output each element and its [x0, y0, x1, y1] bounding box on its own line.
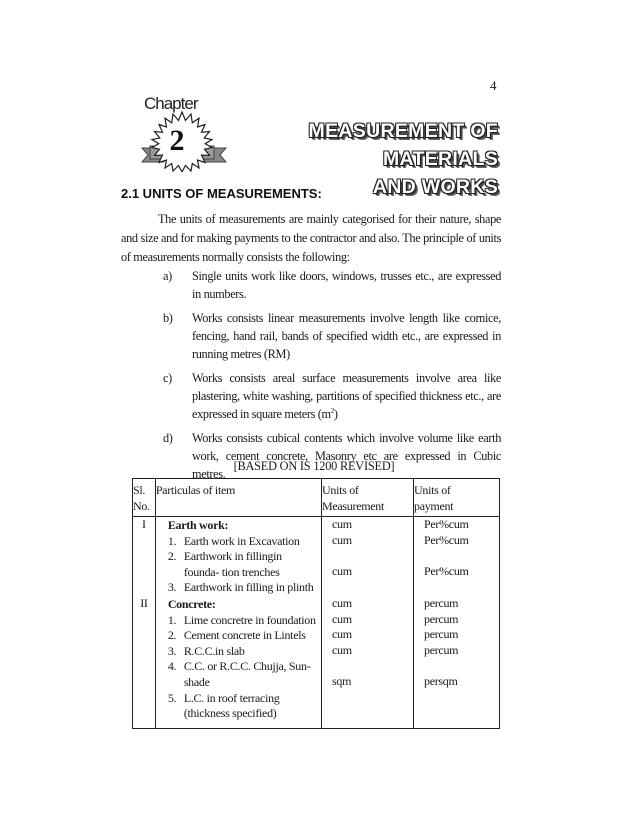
sl-number: II — [140, 595, 148, 610]
table-row — [133, 596, 500, 728]
table-item: 3. R.C.C.in slab — [167, 643, 245, 658]
table-item: 4. C.C. or R.C.C. Chujja, Sun- shade — [167, 659, 311, 689]
chapter-number: 2 — [169, 124, 185, 157]
header-units-measurement: Units of Measurement — [322, 479, 414, 517]
table-header-row — [133, 479, 500, 517]
header-sl-no: Sl. No. — [133, 479, 156, 517]
intro-paragraph: The units of measurements are mainly categorised for their nature, shape and size and for making payments to the contractor and also. The principle of units of measurements normally consists the following: — [121, 212, 501, 264]
list-item-text: Works consists linear measurements involve length like cornice, fencing, hand rail, bands of specified width etc., are expressed in running metres (RM) — [192, 311, 501, 361]
payment-value: percum — [424, 642, 459, 657]
list-marker: a) — [163, 269, 172, 283]
group-title: Concrete: — [167, 596, 216, 611]
payment-value: Per%cum — [424, 563, 469, 578]
unit-value: cum — [332, 595, 352, 610]
superscript-2: 2 — [330, 406, 334, 415]
list-item-text: Works consists areal surface measurements involve area like plastering, white washing, partitions of specified thickness etc., are expressed in square meters (m — [192, 371, 501, 421]
payment-value: percum — [424, 627, 459, 642]
payment-value: Per%cum — [424, 532, 469, 547]
units-table — [132, 478, 500, 729]
table-item: 5. L.C. in roof terracing (thickness specified) — [167, 690, 280, 721]
payment-value: percum — [424, 611, 459, 626]
table-item: 2. Earthwork in fillingin founda- tion trenches — [167, 549, 282, 579]
list-item — [121, 429, 501, 483]
list-item-text: Works consists cubical contents which involve volume like earth work, cement concrete, Masonry etc are expressed in Cubic metres. — [192, 431, 501, 481]
page-number: 4 — [490, 78, 497, 93]
table-row — [133, 517, 500, 596]
list-item — [121, 369, 501, 423]
chapter-title-line1: MEASUREMENT OF MATERIALS — [308, 120, 498, 170]
unit-value: cum — [332, 517, 352, 531]
table-item: 1. Lime concretre in foundation — [167, 612, 316, 627]
sl-number: I — [142, 517, 146, 531]
list-marker: b) — [163, 311, 173, 325]
unit-value: cum — [332, 532, 352, 547]
list-marker: c) — [163, 371, 172, 385]
unit-value: cum — [332, 611, 352, 626]
payment-value: percum — [424, 595, 459, 610]
unit-categories-list — [121, 267, 501, 489]
table-item: 3. Earthwork in filling in plinth — [167, 580, 314, 595]
unit-value: cum — [332, 642, 352, 657]
unit-value: cum — [332, 563, 352, 578]
section-heading: 2.1 UNITS OF MEASUREMENTS: — [121, 186, 322, 201]
chapter-label: Chapter — [144, 94, 198, 113]
chapter-title-line2: AND WORKS — [372, 176, 498, 198]
table-item: 2. Cement concrete in Lintels — [167, 628, 306, 643]
chapter-badge — [128, 94, 228, 174]
header-particulars: Particulas of item — [155, 479, 321, 517]
unit-value: sqm — [332, 673, 352, 688]
header-units-payment: Units of payment — [414, 479, 500, 517]
unit-value: cum — [332, 627, 352, 642]
list-item-text: Single units work like doors, windows, trusses etc., are expressed in numbers. — [192, 269, 501, 301]
list-item-text-end: ) — [333, 407, 338, 421]
table-item: 1. Earth work in Excavation — [167, 533, 300, 548]
based-on-note: [BASED ON IS 1200 REVISED] — [233, 459, 395, 473]
list-item — [121, 267, 501, 303]
list-item — [121, 309, 501, 363]
group-title: Earth work: — [167, 518, 229, 532]
payment-value: persqm — [424, 673, 458, 688]
list-marker: d) — [163, 431, 173, 445]
payment-value: Per%cum — [424, 517, 469, 531]
